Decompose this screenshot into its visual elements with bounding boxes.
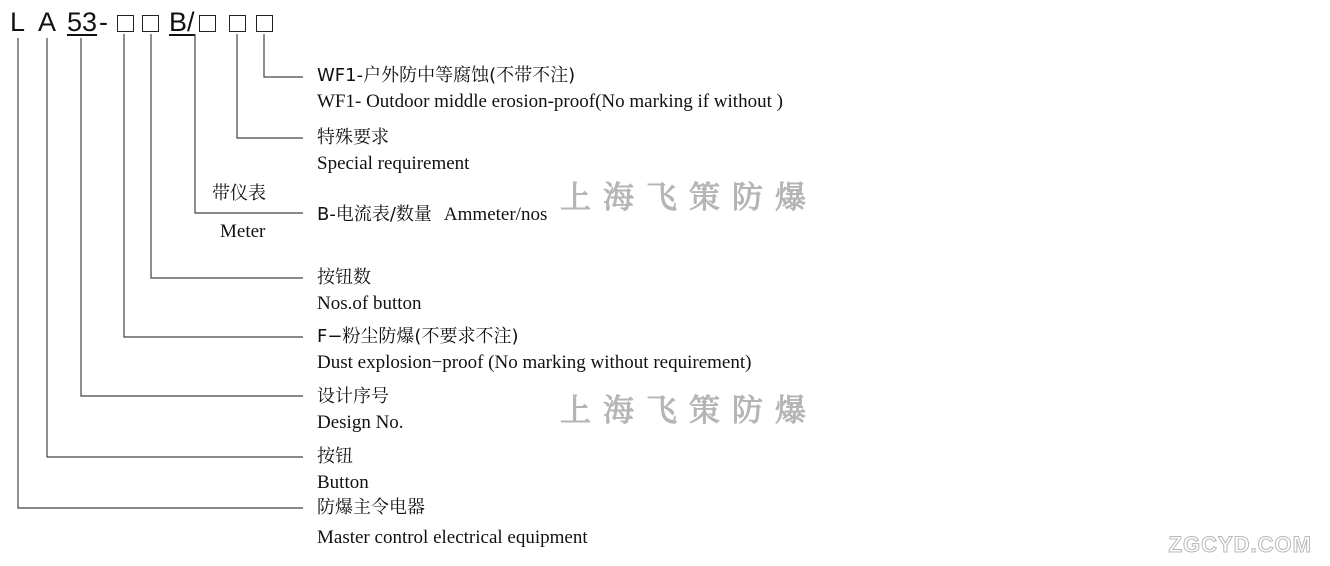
label-button-count (317, 267, 422, 315)
label-button-count-en: Nos.of button (317, 293, 422, 314)
label-button-count-cn: 按钮数 (317, 267, 371, 288)
watermark-bottom: 上海飞策防爆 (560, 393, 818, 429)
label-design-no-en: Design No. (317, 412, 404, 433)
label-design-no (317, 386, 404, 434)
label-wf1 (317, 65, 783, 113)
leader-line-button (47, 38, 303, 457)
label-equipment-cn: 防爆主令电器 (317, 497, 425, 518)
label-button (317, 446, 369, 494)
label-special (317, 127, 469, 175)
label-ammeter-cn: B-电流表/数量 (317, 204, 432, 225)
leader-line-equipment (18, 38, 303, 508)
leader-line-wf1 (264, 34, 303, 77)
label-equipment-en: Master control electrical equipment (317, 527, 588, 548)
code-b-meter: B/ (169, 7, 195, 37)
label-wf1-cn: WF1-户外防中等腐蚀(不带不注) (317, 65, 576, 86)
meter-label-en: Meter (220, 221, 266, 242)
label-button-cn: 按钮 (317, 446, 353, 467)
label-wf1-en: WF1- Outdoor middle erosion-proof(No marking if without ) (317, 91, 783, 112)
label-equipment (317, 497, 588, 549)
label-ammeter-en: Ammeter/nos (443, 204, 548, 225)
leader-line-special (237, 34, 303, 138)
watermark-top: 上海飞策防爆 (560, 180, 818, 216)
code-letter-a: A (38, 7, 57, 37)
label-dust-en: Dust explosion−proof (No marking without requirement) (317, 352, 752, 373)
label-design-no-cn: 设计序号 (317, 386, 389, 407)
label-dust-cn: F−粉尘防爆(不要求不注) (317, 326, 519, 347)
label-dust (317, 326, 751, 374)
meter-label-cn: 带仪表 (212, 183, 266, 204)
label-ammeter (317, 204, 547, 226)
label-special-en: Special requirement (317, 153, 470, 174)
label-special-cn: 特殊要求 (317, 127, 389, 148)
code-letter-l: L (10, 7, 26, 37)
code-dash: - (99, 7, 108, 37)
label-button-en: Button (317, 472, 369, 493)
site-watermark: ZGCYD.COM (1168, 532, 1312, 557)
leader-line-design-no (81, 38, 303, 396)
code-series-number: 53 (67, 7, 98, 37)
